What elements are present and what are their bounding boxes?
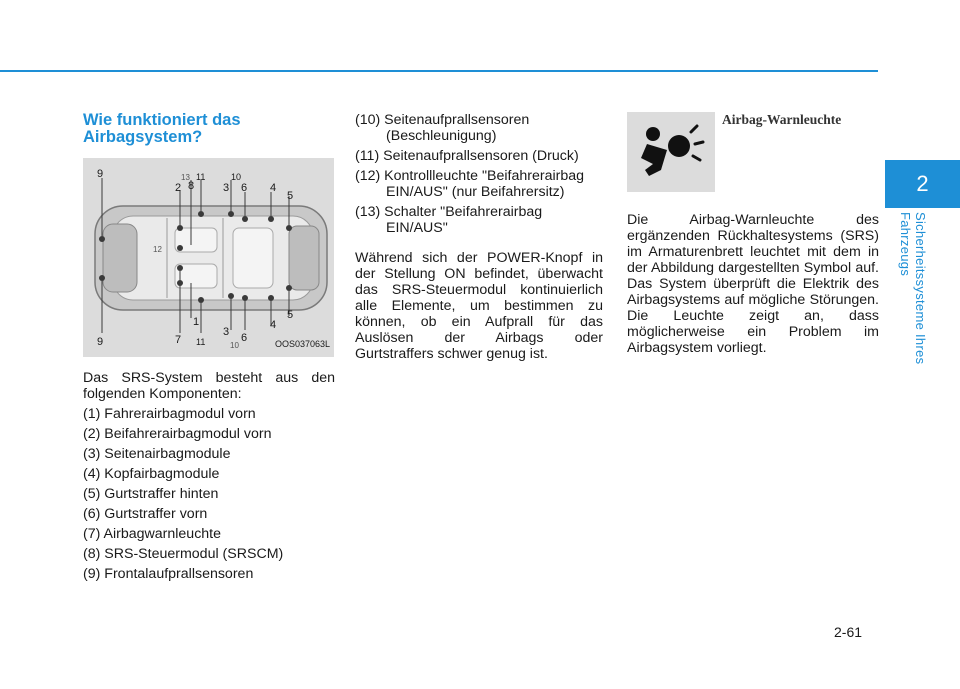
figure-label: 11: [196, 337, 206, 347]
list-item: (12) Kontrollleuchte "Beifahrerairbag EIN/AUS" (nur Beifahrersitz): [355, 168, 585, 200]
header-rule: [0, 70, 878, 72]
right-column: [627, 212, 879, 356]
list-item: (1) Fahrerairbagmodul vorn: [83, 406, 256, 422]
list-item: (6) Gurtstraffer vorn: [83, 506, 208, 522]
figure-label: 5: [287, 190, 294, 202]
section-heading: Wie funktioniert das Airbagsystem?: [83, 111, 241, 146]
list-item: (4) Kopfairbagmodule: [83, 466, 220, 482]
figure-label: 3: [223, 326, 230, 338]
list-item: (13) Schalter "Beifahrerairbag EIN/AUS": [355, 204, 543, 236]
list-item: (9) Frontalaufprallsensoren: [83, 566, 254, 582]
list-item: (11) Seitenaufprallsensoren (Druck): [355, 148, 579, 164]
chapter-title: Sicherheitssysteme Ihres Fahrzeugs: [898, 212, 928, 365]
warning-light-title: Airbag-Warnleuchte: [722, 112, 842, 127]
figure-label: 10: [231, 172, 242, 182]
list-item: (10) Seitenaufprallsensoren (Beschleunigung): [355, 112, 530, 144]
intro-paragraph: Das SRS-System besteht aus den folgenden Komponenten:: [83, 370, 335, 402]
list-item: (7) Airbagwarnleuchte: [83, 526, 222, 542]
left-column: [83, 112, 335, 582]
figure-label: 7: [175, 334, 182, 346]
figure-label: 10: [230, 341, 239, 350]
list-item: (8) SRS-Steuermodul (SRSCM): [83, 546, 284, 562]
figure-label: 6: [241, 332, 248, 344]
page-number: 2-61: [834, 624, 863, 640]
warning-light-paragraph: Die Airbag-Warnleuchte des ergänzenden Rückhaltesystems (SRS) im Armaturenbrett leuchtet mit dem in der Abbildung dargestellten Symbol auf. Das System überprüft die Elektrik des Airbagsystems auf mögliche Störungen. Die Leuchte zeigt an, dass möglicherweise ein Problem im Airbagsystem vorliegt.: [627, 212, 879, 356]
figure-label: 12: [153, 245, 162, 254]
figure-label: 1: [193, 316, 200, 328]
figure-label: 11: [196, 172, 206, 182]
figure-label: 4: [270, 319, 277, 331]
section-tab: 2: [885, 160, 960, 208]
airbag-warning-icon: [627, 112, 715, 192]
figure-caption: OOS037063L: [274, 339, 330, 349]
monitoring-paragraph: Während sich der POWER-Knopf in der Stellung ON befindet, überwacht das SRS-Steuermodul kontinuierlich alle Elemente, um bestimmen zu können, ob ein Aufprall für das Auslösen der Airbags oder Gurtstraffers schwer genug ist.: [355, 250, 603, 362]
figure-label: 5: [287, 309, 294, 321]
figure-label: 6: [241, 182, 248, 194]
list-item: (5) Gurtstraffer hinten: [83, 486, 219, 502]
car-topview-illustration: [83, 158, 334, 357]
list-item: (3) Seitenairbagmodule: [83, 446, 231, 462]
figure-label: 13: [181, 173, 190, 182]
list-item: (2) Beifahrerairbagmodul vorn: [83, 426, 272, 442]
figure-label: 3: [223, 182, 230, 194]
figure-label: 8: [188, 180, 195, 192]
middle-column: [355, 112, 603, 376]
figure-label: 2: [175, 182, 182, 194]
figure-label: 9: [97, 168, 104, 180]
figure-label: 4: [270, 182, 277, 194]
figure-label: 9: [97, 336, 104, 348]
airbag-system-figure: [83, 158, 334, 357]
